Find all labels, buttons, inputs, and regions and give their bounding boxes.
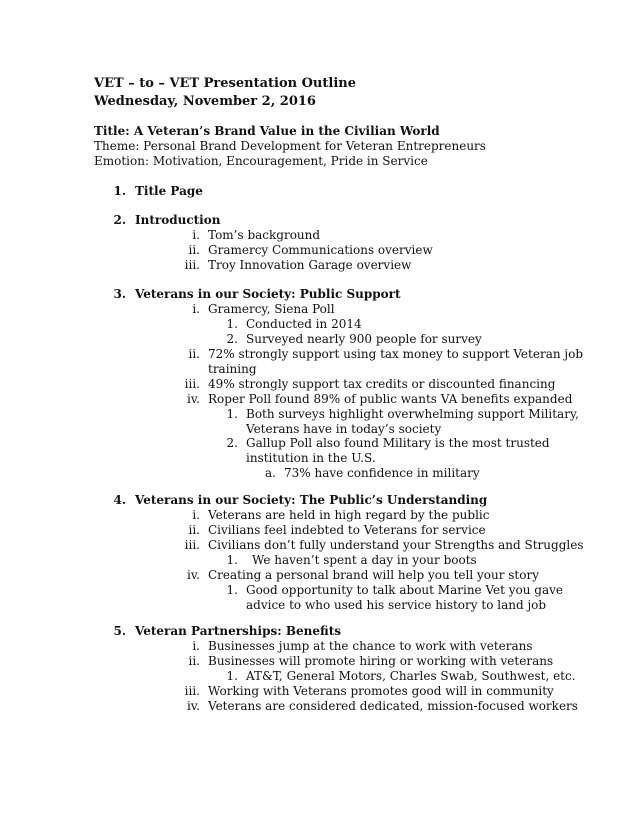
- list-item: Civilians don’t fully understand your Strengths and Struggles: [208, 538, 584, 552]
- list-item-continuation: training: [208, 362, 257, 376]
- list-item-marker: iii.: [184, 258, 200, 272]
- sub-item: Surveyed nearly 900 people for survey: [246, 332, 482, 346]
- section-4-marker: 4.: [113, 493, 126, 507]
- list-item-marker: i.: [192, 508, 200, 522]
- section-1-marker: 1.: [113, 184, 126, 198]
- list-item-marker: ii.: [188, 243, 200, 257]
- list-item-marker: iv.: [186, 568, 200, 582]
- sub-item: Conducted in 2014: [246, 317, 362, 331]
- list-item: Gramercy Communications overview: [208, 243, 433, 257]
- list-item-marker: iv.: [186, 392, 200, 406]
- list-item-marker: iv.: [186, 699, 200, 713]
- sub-item-continuation: institution in the U.S.: [246, 451, 376, 465]
- list-item: Creating a personal brand will help you tell your story: [208, 568, 539, 582]
- section-2-title: Introduction: [135, 213, 221, 227]
- theme-line: Theme: Personal Brand Development for Veteran Entrepreneurs: [94, 139, 486, 153]
- section-1-title: Title Page: [135, 184, 203, 198]
- list-item-marker: ii.: [188, 523, 200, 537]
- document-title: VET – to – VET Presentation Outline: [94, 76, 356, 91]
- sub-sub-item-marker: a.: [265, 466, 276, 480]
- list-item: Tom’s background: [208, 228, 321, 242]
- sub-item-marker: 1.: [226, 407, 238, 421]
- sub-item-marker: 2.: [226, 332, 238, 346]
- document-date: Wednesday, November 2, 2016: [94, 94, 316, 109]
- sub-item-marker: 1.: [226, 317, 238, 331]
- list-item: 72% strongly support using tax money to support Veteran job: [208, 347, 584, 361]
- section-3-title: Veterans in our Society: Public Support: [135, 287, 401, 301]
- list-item: 49% strongly support tax credits or discounted financing: [208, 377, 556, 391]
- sub-sub-item: 73% have confidence in military: [284, 466, 480, 480]
- title-line: Title: A Veteran’s Brand Value in the Civilian World: [94, 124, 440, 138]
- list-item-marker: ii.: [188, 654, 200, 668]
- list-item: Civilians feel indebted to Veterans for service: [208, 523, 486, 537]
- list-item-marker: i.: [192, 639, 200, 653]
- sub-item-marker: 1.: [226, 669, 238, 683]
- list-item: Veterans are considered dedicated, mission-focused workers: [208, 699, 578, 713]
- list-item-marker: iii.: [184, 684, 200, 698]
- section-5-marker: 5.: [113, 624, 126, 638]
- list-item: Roper Poll found 89% of public wants VA benefits expanded: [208, 392, 573, 406]
- list-item-marker: iii.: [184, 538, 200, 552]
- emotion-line: Emotion: Motivation, Encouragement, Pride in Service: [94, 154, 428, 168]
- section-4-title: Veterans in our Society: The Public’s Understanding: [135, 493, 488, 507]
- sub-item-marker: 2.: [226, 436, 238, 450]
- list-item: Businesses jump at the chance to work with veterans: [208, 639, 533, 653]
- list-item: Working with Veterans promotes good will in community: [208, 684, 554, 698]
- sub-item-marker: 1.: [226, 553, 238, 567]
- sub-item: We haven’t spent a day in your boots: [252, 553, 477, 567]
- sub-item: Gallup Poll also found Military is the most trusted: [246, 436, 550, 450]
- sub-item-marker: 1.: [226, 583, 238, 597]
- section-3-marker: 3.: [113, 287, 126, 301]
- list-item: Businesses will promote hiring or working with veterans: [208, 654, 554, 668]
- list-item-marker: i.: [192, 228, 200, 242]
- list-item-marker: ii.: [188, 347, 200, 361]
- section-2-marker: 2.: [113, 213, 126, 227]
- list-item: Troy Innovation Garage overview: [208, 258, 412, 272]
- list-item-marker: i.: [192, 302, 200, 316]
- sub-item: Both surveys highlight overwhelming support Military,: [246, 407, 579, 421]
- section-5-title: Veteran Partnerships: Benefits: [135, 624, 341, 638]
- sub-item-continuation: advice to who used his service history to land job: [246, 598, 547, 612]
- sub-item: Good opportunity to talk about Marine Vet you gave: [246, 583, 564, 597]
- sub-item-continuation: Veterans have in today’s society: [246, 422, 442, 436]
- list-item: Gramercy, Siena Poll: [208, 302, 335, 316]
- sub-item: AT&T, General Motors, Charles Swab, Southwest, etc.: [246, 669, 576, 683]
- list-item: Veterans are held in high regard by the public: [208, 508, 490, 522]
- list-item-marker: iii.: [184, 377, 200, 391]
